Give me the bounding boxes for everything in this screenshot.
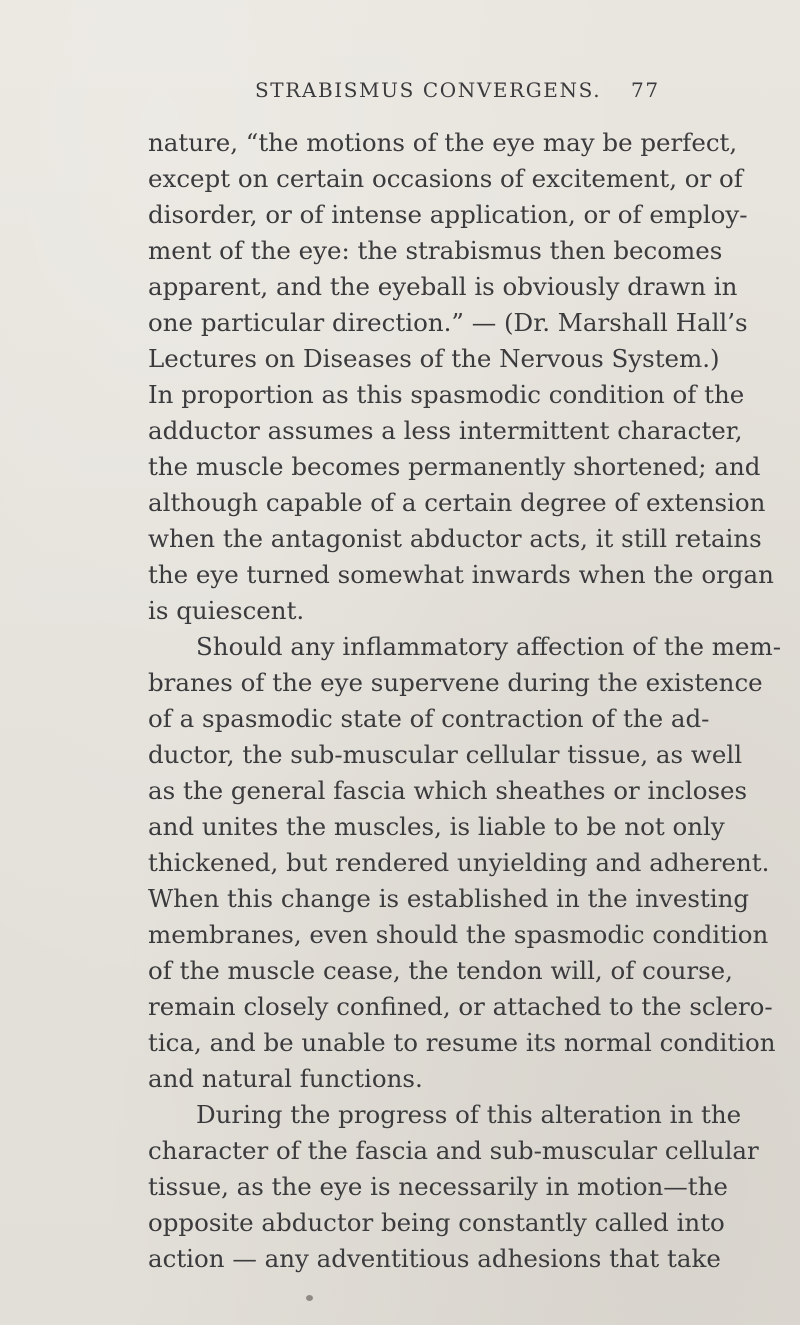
text-line: membranes, even should the spasmodic condition (148, 920, 769, 949)
text-line: is quiescent. (148, 596, 305, 625)
text-line: the muscle becomes permanently shortened; and (148, 452, 761, 481)
text-line: as the general fascia which sheathes or incloses (148, 776, 748, 805)
text-line: action — any adventitious adhesions that take (148, 1244, 721, 1273)
text-line: When this change is established in the investing (148, 884, 750, 913)
ink-speck (306, 1295, 313, 1301)
text-line: tica, and be unable to resume its normal condition (148, 1028, 776, 1057)
text-line: In proportion as this spasmodic condition of the (148, 380, 745, 409)
text-line: Lectures on Diseases of the Nervous System.) (148, 344, 720, 373)
text-line: of a spasmodic state of contraction of the ad- (148, 704, 710, 733)
text-line: disorder, or of intense application, or of employ- (148, 200, 748, 229)
text-line: thickened, but rendered unyielding and adherent. (148, 848, 770, 877)
text-line: and unites the muscles, is liable to be not only (148, 812, 725, 841)
page-number: 77 (631, 78, 660, 102)
text-line: one particular direction.” — (Dr. Marshall Hall’s (148, 308, 748, 337)
text-line: nature, “the motions of the eye may be perfect, (148, 128, 738, 157)
text-line: adductor assumes a less intermittent character, (148, 416, 743, 445)
text-line: branes of the eye supervene during the existence (148, 668, 763, 697)
running-title: STRABISMUS CONVERGENS. (255, 78, 602, 102)
text-line: remain closely confined, or attached to the sclero- (148, 992, 773, 1021)
text-line: the eye turned somewhat inwards when the organ (148, 560, 774, 589)
text-line: opposite abductor being constantly called into (148, 1208, 725, 1237)
text-line: and natural functions. (148, 1064, 423, 1093)
text-line: of the muscle cease, the tendon will, of course, (148, 956, 733, 985)
text-line: ductor, the sub-muscular cellular tissue, as well (148, 740, 743, 769)
text-line: apparent, and the eyeball is obviously drawn in (148, 272, 738, 301)
paragraph-start-line: During the progress of this alteration in the (196, 1100, 742, 1129)
text-line: tissue, as the eye is necessarily in motion—the (148, 1172, 728, 1201)
text-line: although capable of a certain degree of extension (148, 488, 766, 517)
text-line: when the antagonist abductor acts, it still retains (148, 524, 762, 553)
paragraph-start-line: Should any inflammatory affection of the mem- (196, 632, 781, 661)
text-line: character of the fascia and sub-muscular cellular (148, 1136, 759, 1165)
text-line: ment of the eye: the strabismus then becomes (148, 236, 723, 265)
text-line: except on certain occasions of excitement, or of (148, 164, 743, 193)
